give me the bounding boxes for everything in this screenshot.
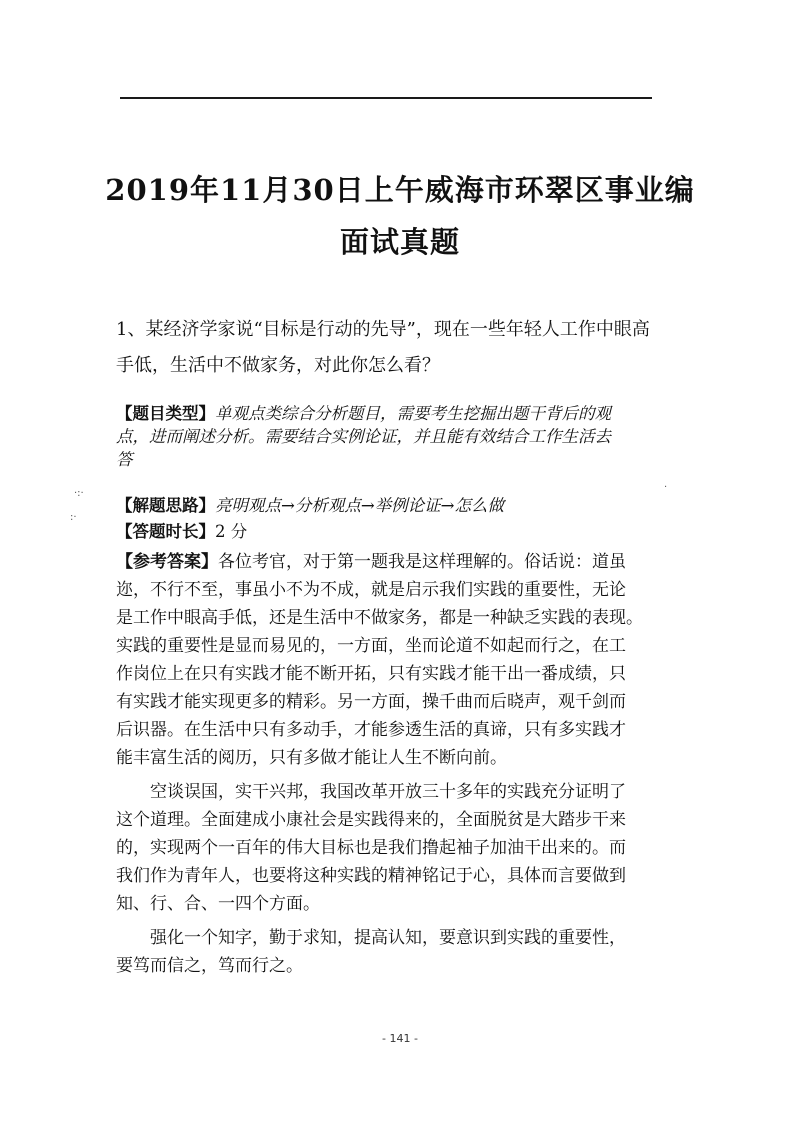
answer-paragraph-2-line: 空谈误国，实干兴邦，我国改革开放三十多年的实践充分证明了 [150,782,626,802]
approach-text: 亮明观点→分析观点→举例论证→怎么做 [215,496,504,515]
answer-line: 作岗位上在只有实践才能不断开拓，只有实践才能干出一番成绩，只 [116,664,626,684]
scan-artifact: · [664,482,668,493]
answer-line: 后识器。在生活中只有多动手，才能参透生活的真谛，只有多实践才 [116,720,626,740]
question-type-text-3: 答 [116,450,133,469]
answer-paragraph-3-line: 要笃而信之，笃而行之。 [116,956,303,976]
document-title-line-1: 2019年11月30日上午威海市环翠区事业编 [105,173,695,207]
document-title-line-2: 面试真题 [339,225,460,259]
duration-section [116,520,686,543]
answer-paragraph-2-line: 的，实现两个一百年的伟大目标也是我们撸起袖子加油干出来的。而 [116,838,626,858]
question-type-text-1: 单观点类综合分析题目，需要考生挖掘出题干背后的观 [215,404,611,423]
header-rule [120,97,652,99]
duration-label: 【答题时长】 [116,522,215,541]
page-number: - 141 - [382,1032,418,1045]
duration-text: 2 分 [215,522,248,541]
reference-answer [116,548,688,980]
question-line-2: 手低，生活中不做家务，对此你怎么看？ [116,355,440,376]
approach-label: 【解题思路】 [116,496,215,515]
answer-paragraph-3-line: 强化一个知字，勤于求知，提高认知，要意识到实践的重要性， [150,928,626,948]
answer-line: 迩，不行不至，事虽小不为不成，就是启示我们实践的重要性，无论 [116,580,626,600]
answer-line: 各位考官，对于第一题我是这样理解的。俗话说：道虽 [218,552,626,572]
question-line-1: 1、某经济学家说“目标是行动的先导”，现在一些年轻人工作中眼高 [116,319,650,340]
approach-section [116,494,686,517]
scan-artifact: :· [70,512,77,523]
answer-paragraph-2-line: 知、行、合、一四个方面。 [116,894,320,914]
scan-artifact: ·:· [74,488,84,499]
answer-line: 实践的重要性是显而易见的，一方面，坐而论道不如起而行之，在工 [116,636,626,656]
answer-line: 有实践才能实现更多的精彩。另一方面，操千曲而后晓声，观千剑而 [116,692,626,712]
answer-label: 【参考答案】 [116,552,218,572]
question-type-section [116,402,686,471]
answer-paragraph-2-line: 这个道理。全面建成小康社会是实践得来的，全面脱贫是大踏步干来 [116,810,626,830]
answer-paragraph-2-line: 我们作为青年人，也要将这种实践的精神铭记于心，具体而言要做到 [116,866,626,886]
question-type-text-2: 点，进而阐述分析。需要结合实例论证，并且能有效结合工作生活去 [116,427,611,446]
question-type-label: 【题目类型】 [116,404,215,423]
answer-line: 能丰富生活的阅历，只有多做才能让人生不断向前。 [116,748,507,768]
answer-line: 是工作中眼高手低，还是生活中不做家务，都是一种缺乏实践的表现。 [116,608,643,628]
question [116,312,676,384]
